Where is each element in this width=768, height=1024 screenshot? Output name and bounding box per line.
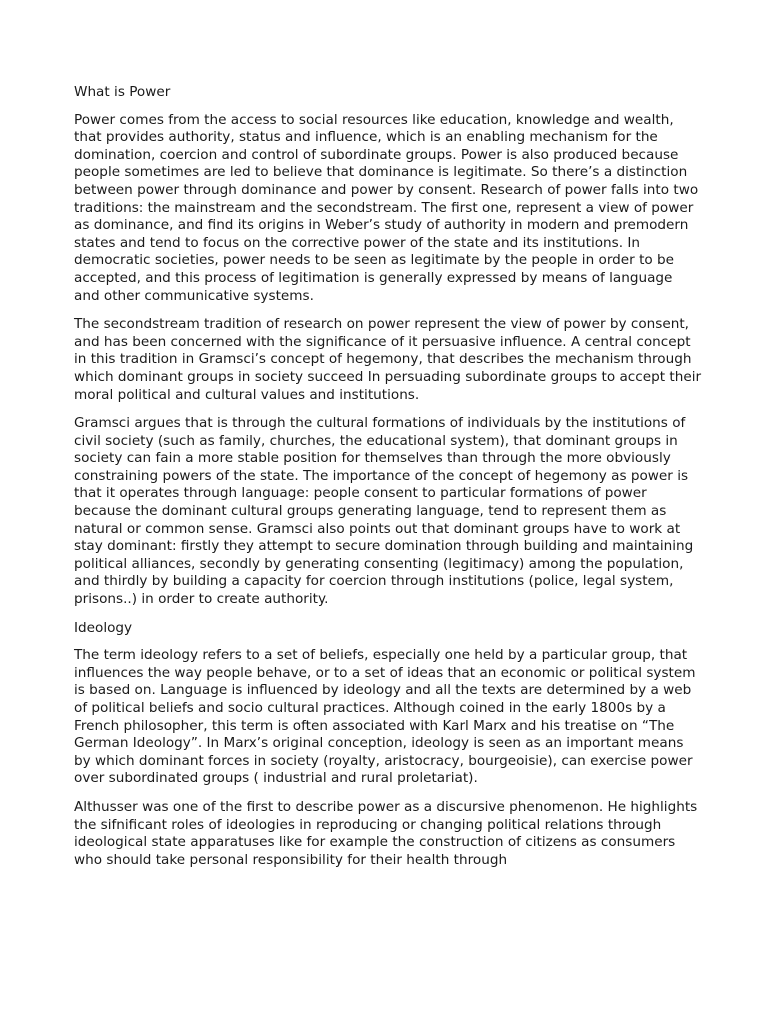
paragraph: Power comes from the access to social resources like education, knowledge and wealth, that provides authority, status and influence, which is an enabling mechanism for the domination, coercion and control of subordinate groups. Power is also produced because people sometimes are led to believe that dominance is legitimate. So there’s a distinction between power through dominance and power by consent. Research of power falls into two traditions: the mainstream and the secondstream. The first one, represent a view of power as dominance, and find its origins in Weber’s study of authority in modern and premodern states and tend to focus on the corrective power of the state and its institutions. In democratic societies, power needs to be seen as legitimate by the people in order to be accepted, and this process of legitimation is generally expressed by means of language and other communicative systems. xyxy=(74,111,699,304)
section-heading-ideology: Ideology xyxy=(74,619,133,636)
paragraph: The secondstream tradition of research on power represent the view of power by consent, and has been concerned with the significance of it persuasive influence. A central concept in this tradition in Gramsci’s concept of hegemony, that describes the mechanism through which dominant groups in society succeed In persuading subordinate groups to accept their moral political and cultural values and institutions. xyxy=(74,316,702,403)
paragraph: Althusser was one of the first to describe power as a discursive phenomenon. He highlights the sifnificant roles of ideologies in reproducing or changing political relations through ideological state apparatuses like for example the construction of citizens as consumers who should take personal responsibility for their health through xyxy=(74,798,698,868)
section-heading-what-is-power: What is Power xyxy=(74,84,171,100)
document-body xyxy=(74,84,702,880)
paragraph: Gramsci argues that is through the cultural formations of individuals by the institutions of civil society (such as family, churches, the educational system), that dominant groups in society can fain a more stable position for themselves than through the more obviously constraining powers of the state. The importance of the concept of hegemony as power is that it operates through language: people consent to particular formations of power because the dominant cultural groups generating language, tend to represent them as natural or common sense. Gramsci also points out that dominant groups have to work at stay dominant: firstly they attempt to secure domination through building and maintaining political alliances, secondly by generating consenting (legitimacy) among the population, and thirdly by building a capacity for coercion through institutions (police, legal system, prisons..) in order to create authority. xyxy=(74,415,694,608)
paragraph: The term ideology refers to a set of beliefs, especially one held by a particular group, that influences the way people behave, or to a set of ideas that an economic or political system is based on. Language is influenced by ideology and all the texts are determined by a web of political beliefs and socio cultural practices. Although coined in the early 1800s by a French philosopher, this term is often associated with Karl Marx and his treatise on “The German Ideology”. In Marx’s original conception, ideology is seen as an important means by which dominant forces in society (royalty, aristocracy, bourgeoisie), can exercise power over subordinated groups ( industrial and rural proletariat). xyxy=(74,647,696,787)
